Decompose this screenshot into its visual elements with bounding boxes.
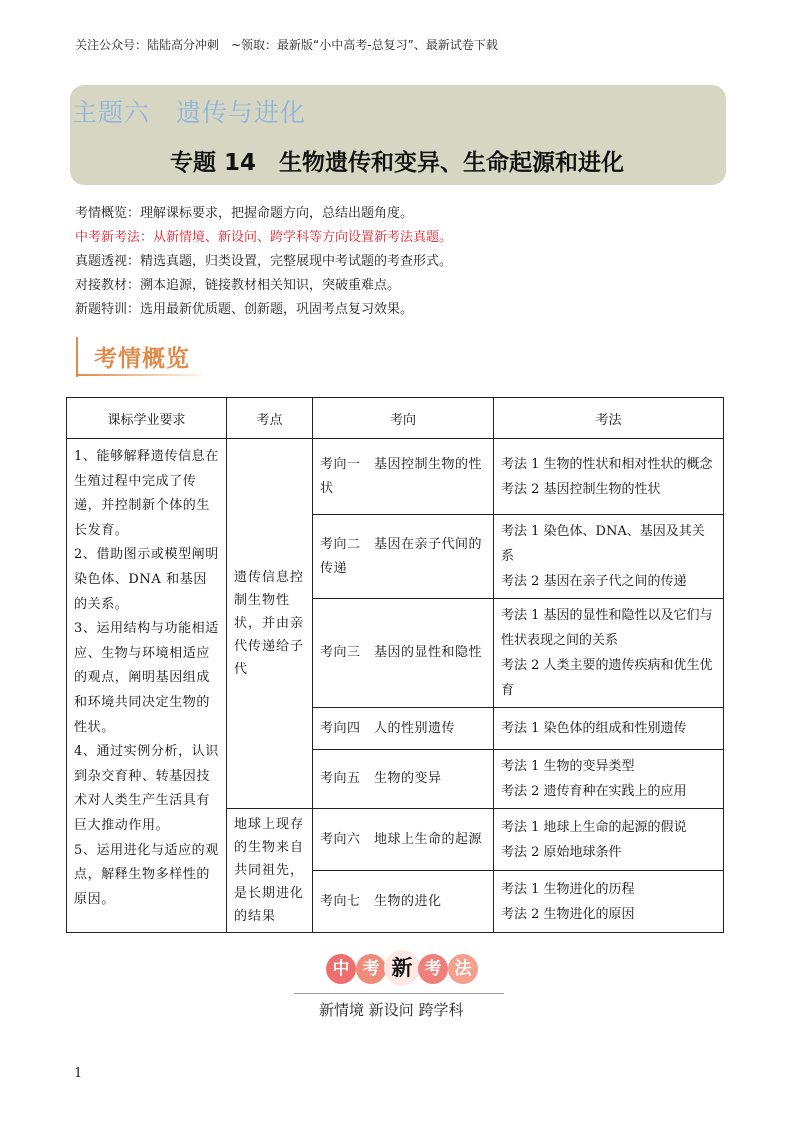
intro-line-highlight: 中考新考法：从新情境、新设问、跨学科等方向设置新考法真题。 — [75, 230, 453, 245]
kaofa-item: 考法 2 生物进化的原因 — [501, 906, 635, 922]
requirement-item: 4、通过实例分析，认识到杂交育种、转基因技术对人类生产生活具有巨大推动作用。 — [74, 744, 219, 833]
kaofa-item: 考法 1 地球上生命的起源的假说 — [501, 819, 687, 835]
badge-char: 考 — [356, 954, 386, 984]
kaofa-item: 考法 2 基因控制生物的性状 — [501, 481, 661, 497]
badge-char: 法 — [448, 954, 478, 984]
intro-line: 新题特训：选用最新优质题、创新题，巩固考点复习效果。 — [75, 302, 414, 317]
kaoxiang-cell: 考向五 生物的变异 — [313, 750, 494, 809]
badge-divider — [294, 993, 504, 994]
requirements-cell — [67, 439, 227, 933]
kaoxiang-cell: 考向六 地球上生命的起源 — [313, 809, 494, 871]
requirement-item: 2、借助图示或模型阐明染色体、DNA 和基因的关系。 — [74, 547, 219, 612]
kaofa-cell — [494, 439, 724, 515]
header-kaoxiang: 考向 — [313, 398, 494, 439]
subject-title: 专题 14 生物遗传和变异、生命起源和进化 — [170, 150, 625, 176]
kaofa-item: 考法 1 生物进化的历程 — [501, 881, 635, 897]
kaofa-cell — [494, 871, 724, 933]
kaofa-item: 考法 2 原始地球条件 — [501, 844, 622, 860]
requirement-item: 1、能够解释遗传信息在生殖过程中完成了传递，并控制新个体的生长发育。 — [74, 449, 219, 538]
page-number: 1 — [74, 1066, 83, 1081]
kaofa-item: 考法 1 基因的显性和隐性以及它们与性状表现之间的关系 — [501, 608, 713, 648]
requirement-item: 5、运用进化与适应的观点，解释生物多样性的原因。 — [74, 842, 219, 907]
badge-char-highlight: 新 — [384, 950, 420, 986]
kaofa-item: 考法 2 遗传育种在实践上的应用 — [501, 784, 687, 799]
intro-line: 真题透视：精选真题，归类设置，完整展现中考试题的考查形式。 — [75, 254, 453, 269]
theme-name: 遗传与进化 — [176, 98, 307, 127]
table-row — [67, 439, 724, 515]
header-requirements: 课标学业要求 — [67, 398, 227, 439]
theme-heading — [72, 93, 306, 129]
section-heading-underline — [76, 374, 201, 376]
kaofa-item: 考法 1 生物的变异类型 — [501, 759, 635, 774]
section-heading-bar — [76, 337, 78, 377]
kaoxiang-cell: 考向三 基因的显性和隐性 — [313, 599, 494, 708]
kaofa-item: 考法 2 基因在亲子代之间的传递 — [501, 574, 687, 589]
kaofa-cell — [494, 708, 724, 750]
kaodian-cell: 遗传信息控制生物性状，并由亲代传递给子代 — [227, 439, 313, 809]
section-heading — [76, 337, 216, 377]
exam-overview-table — [66, 397, 724, 933]
section-title: 考情概览 — [94, 346, 190, 372]
kaodian-cell: 地球上现存的生物来自共同祖先，是长期进化的结果 — [227, 809, 313, 933]
kaoxiang-cell: 考向七 生物的进化 — [313, 871, 494, 933]
kaofa-cell — [494, 515, 724, 599]
kaofa-cell — [494, 599, 724, 708]
new-exam-method-badge — [320, 950, 480, 990]
requirement-item: 3、运用结构与功能相适应、生物与环境相适应的观点，阐明基因组成和环境共同决定生物的性状。 — [74, 621, 219, 735]
kaofa-cell — [494, 809, 724, 871]
header-kaofa: 考法 — [494, 398, 724, 439]
kaofa-item: 考法 2 人类主要的遗传疾病和优生优育 — [501, 658, 713, 698]
kaofa-cell — [494, 750, 724, 809]
intro-list — [75, 202, 452, 322]
kaoxiang-cell: 考向二 基因在亲子代间的传递 — [313, 515, 494, 599]
kaofa-item: 考法 1 染色体、DNA、基因及其关系 — [501, 524, 705, 564]
kaoxiang-cell: 考向四 人的性别遗传 — [313, 708, 494, 750]
topic-banner — [70, 85, 726, 185]
header-kaodian: 考点 — [227, 398, 313, 439]
kaofa-item: 考法 1 生物的性状和相对性状的概念 — [501, 456, 713, 472]
theme-number: 主题六 — [72, 98, 151, 127]
table-header-row — [67, 398, 724, 439]
intro-line: 考情概览：理解课标要求，把握命题方向，总结出题角度。 — [75, 206, 414, 221]
badge-char: 中 — [326, 954, 356, 984]
kaoxiang-cell: 考向一 基因控制生物的性状 — [313, 439, 494, 515]
kaofa-item: 考法 1 染色体的组成和性别遗传 — [501, 721, 687, 736]
intro-line: 对接教材：溯本追源，链接教材相关知识，突破重难点。 — [75, 278, 401, 293]
badge-char: 考 — [418, 954, 448, 984]
badge-tags: 新情境 新设问 跨学科 — [319, 1001, 464, 1019]
top-promo-note: 关注公众号：陆陆高分冲刺 ~领取：最新版“小中高考-总复习”、最新试卷下载 — [75, 38, 498, 52]
